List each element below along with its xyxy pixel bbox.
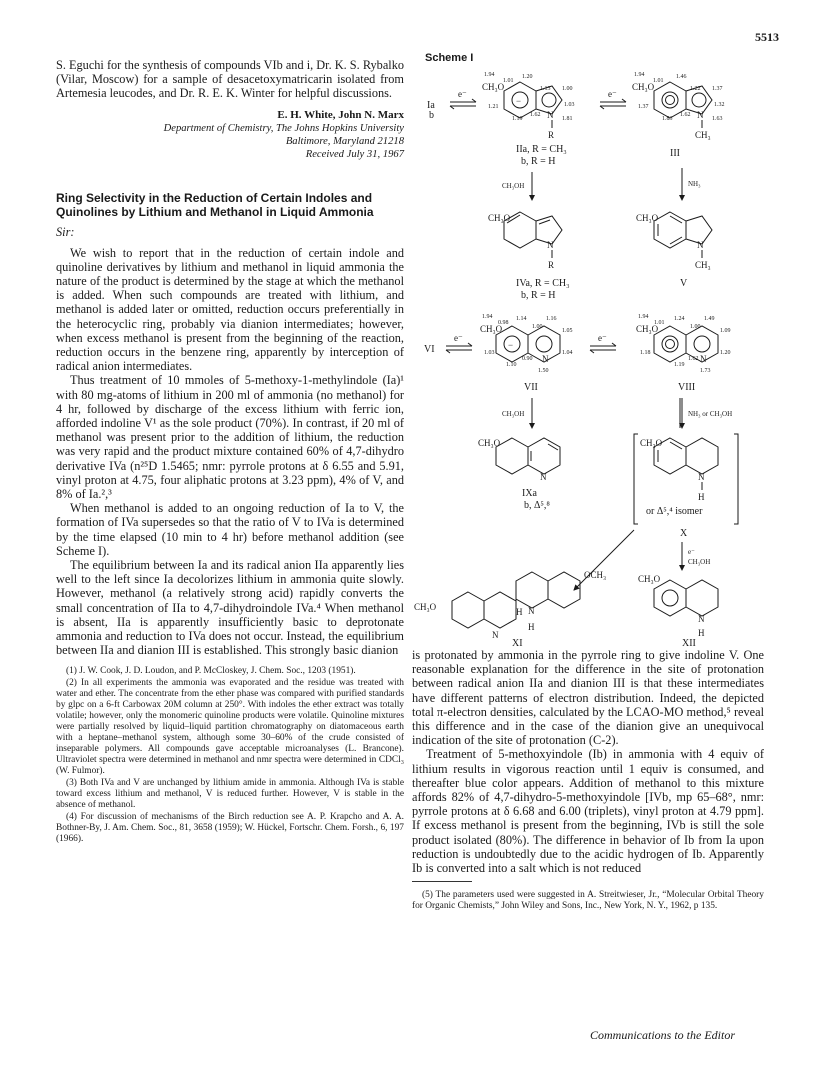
density: 1.62 <box>530 112 541 118</box>
group-ch3o: CH₃O <box>638 574 661 584</box>
reagent-nh3-or-ch3oh: NH₃ or CH₃OH <box>688 410 733 418</box>
atom-H: H <box>516 607 523 617</box>
density: 1.00 <box>532 324 543 330</box>
footnote: (5) The parameters used were suggested in A. Streitwieser, Jr., “Molecular Orbital Theory for Organic Chemists,” John Wiley and Sons, Inc., New York, N. Y., 1962, p 135. <box>412 890 764 912</box>
equilibrium-arrow <box>600 99 626 109</box>
label-X: X <box>680 528 688 539</box>
density: 1.09 <box>720 328 731 334</box>
label-IVa: IVa, R = CH₃ <box>516 278 570 289</box>
group-ch3o: CH₃O <box>636 324 659 334</box>
group-och3: OCH₃ <box>584 570 607 580</box>
density: 0.98 <box>498 320 509 326</box>
equilibrium-arrow <box>446 343 472 353</box>
atom-N: N <box>697 110 704 120</box>
footnotes-right <box>412 890 764 912</box>
group-ch3o: CH₃O <box>488 213 511 223</box>
reagent-e-minus: e⁻ <box>598 333 607 343</box>
density: 1.20 <box>720 350 731 356</box>
body-paragraph-1: We wish to report that in the reduction of certain indole and quinoline derivatives by lithium and methanol in liquid ammonia the nature of the product is determined by the stage at which the methanol is added. When such compounds are treated with lithium, and methanol is added later or omitted, reduction occurs preferentially in the heterocyclic ring, probably via dianion intermediates; however, when excess methanol is present from the beginning of the reaction, reduction occurs in the benzene ring, apparently by interception of radical anion intermediates. <box>56 245 404 374</box>
body-paragraph-4: The equilibrium between Ia and its radical anion IIa apparently lies well to the left since Ia decolorizes lithium in ammonia quite slowly. However, methanol (a relatively strong acid) rapidly converts the small concentration of IIa to 4,7-dihydroindole IVa.⁴ When methanol is absent, IIa is apparently insufficiently basic to deprotonate ammonia and reduction to IVa does not occur. Instead, the equilibrium between IIa and dianion III is established. This strongly basic dianion <box>56 558 404 658</box>
left-column <box>56 58 404 846</box>
group-ch3o: CH₃O <box>640 438 663 448</box>
body-paragraph-5: is protonated by ammonia in the pyrrole ring to give indoline V. One reasonable explanation for the difference in the site of protonation between radical anion IIa and dianion III is that these intermediates have different patterns of electron distribution. Indeed, the depicted total π-electron densities, calculated by the LCAO-MO method,⁵ reveal this difference and in the case of the dianion give an unequivocal indication of the site of protonation (C-2). <box>412 648 764 748</box>
label-IIb: b, R = H <box>521 156 556 167</box>
density: 1.24 <box>674 316 685 322</box>
label-VI: VI <box>424 344 435 355</box>
reagent-nh3: NH₃ <box>688 180 701 188</box>
density: 1.94 <box>482 314 493 320</box>
structure-IXa <box>496 438 560 474</box>
atom-H: H <box>698 628 705 638</box>
footnote-divider <box>412 881 472 882</box>
substituent-CH3: CH₃ <box>695 260 711 270</box>
charge-minus-label: − <box>516 96 522 106</box>
atom-N: N <box>528 606 535 616</box>
group-ch3o: CH₃O <box>414 602 437 612</box>
reagent-ch3oh: CH₃OH <box>502 410 525 418</box>
density: 1.03 <box>564 102 575 108</box>
atom-H: H <box>698 492 705 502</box>
atom-N: N <box>540 472 547 482</box>
atom-N: N <box>547 110 554 120</box>
label-IXa: IXa <box>522 488 537 499</box>
acknowledgment-text: S. Eguchi for the synthesis of compounds VIb and i, Dr. K. S. Rybalko (Vilar, Moscow) for a sample of desacetoxymatricarin isolated from Artemesia leucodes, and Dr. R. E. K. Winter for helpful discussions. <box>56 58 404 101</box>
density: 1.19 <box>512 116 523 122</box>
density: 1.37 <box>638 104 649 110</box>
atom-N: N <box>700 354 707 364</box>
author-department: Department of Chemistry, The Johns Hopkins University <box>163 122 404 134</box>
substituent-R: R <box>548 130 555 140</box>
density: 1.18 <box>640 350 651 356</box>
atom-H: H <box>528 622 535 632</box>
atom-N: N <box>547 240 554 250</box>
density: 1.62 <box>680 112 691 118</box>
atom-N: N <box>542 354 549 364</box>
equilibrium-arrow <box>450 99 476 109</box>
group-ch3o: CH₃O <box>482 82 505 92</box>
density: 0.90 <box>522 356 533 362</box>
density: 1.00 <box>690 324 701 330</box>
density: 1.04 <box>562 350 573 356</box>
scheme-title: Scheme I <box>425 52 474 64</box>
salutation: Sir: <box>56 224 75 239</box>
substituent-CH3: CH₃ <box>695 130 711 140</box>
density: 1.21 <box>488 104 499 110</box>
article-title: Ring Selectivity in the Reduction of Certain Indoles and Quinolines by Lithium and Methanol in Liquid Ammonia <box>56 190 374 219</box>
label-VII: VII <box>524 382 538 393</box>
density: 1.37 <box>712 86 723 92</box>
label-V: V <box>680 278 688 289</box>
reagent-e-minus: e⁻ <box>608 89 617 99</box>
density: 1.46 <box>676 74 687 80</box>
density: 1.83 <box>662 116 673 122</box>
density: 1.20 <box>522 74 533 80</box>
author-signature <box>56 109 404 161</box>
atom-N: N <box>698 614 705 624</box>
density: 1.62 <box>688 356 699 362</box>
footnote: (2) In all experiments the ammonia was evaporated and the residue was treated with water and ether. The concentrate from the ether phase was compared with purified standards by glpc on a 6-ft Carbowax 20M column at 250°. With indoles the ether extract was totally volatile; however, only the monomeric quinoline products were volatile. Quinoline mixtures were partially resolved by liquid–liquid partition chromatography on diatomaceous earth with a heptane–methanol system, although some 30–60% of the crude consisted of inseparable polymers. All compounds gave acceptable microanalyses (L. Brancone). Ultraviolet spectra were determined in methanol and nmr spectra were determined in CDCl₃ (W. Fulmor). <box>56 677 404 776</box>
footnote: (4) For discussion of mechanisms of the Birch reduction see A. P. Krapcho and A. A. Bothner-By, J. Am. Chem. Soc., 81, 3658 (1959); W. Hückel, Fortschr. Chem. Forsh., 6, 197 (1966). <box>56 811 404 844</box>
reagent-e-minus: e⁻ <box>454 333 463 343</box>
structure-VIII <box>654 326 718 362</box>
label-IIa: IIa, R = CH₃ <box>516 144 567 155</box>
density: 1.01 <box>653 78 664 84</box>
atom-N: N <box>698 472 705 482</box>
density: 1.05 <box>562 328 573 334</box>
density: 1.94 <box>634 72 645 78</box>
body-paragraph-6: Treatment of 5-methoxyindole (Ib) in ammonia with 4 equiv of lithium results in vigorous reaction until 1 equiv is consumed, and thereafter blue color appears. Addition of methanol to this mixture affords 82% of 4,7-dihydro-5-methoxyindole [IVb, mp 65–68°, nmr: pyrrole protons at δ 6.68 and 6.00 (triplets), vinyl proton at 4.79 ppm]. If excess methanol is present from the beginning, IVb is still the sole product isolated (80%). The difference in behavior of Ib from Ia upon reduction is undoubtedly due to the acidic hydrogen of Ib. Apparently Ib is converted into a salt which is not reduced <box>412 747 764 876</box>
label-XII: XII <box>682 638 696 648</box>
group-ch3o: CH₃O <box>636 213 659 223</box>
reagent-e-minus: e⁻ <box>688 548 695 556</box>
group-ch3o: CH₃O <box>478 438 501 448</box>
label-III: III <box>670 148 680 159</box>
density: 1.22 <box>690 86 701 92</box>
group-ch3o: CH₃O <box>632 82 655 92</box>
reagent-ch3oh: CH₃OH <box>688 558 711 566</box>
density: 1.01 <box>503 78 514 84</box>
charge-minus-label: − <box>508 340 514 350</box>
footnotes-left <box>56 666 404 845</box>
density: 1.00 <box>562 86 573 92</box>
structure-XI <box>452 572 580 628</box>
equilibrium-arrow <box>590 343 616 353</box>
scheme-diagram <box>412 60 777 648</box>
structure-X <box>654 438 718 474</box>
density: 1.03 <box>484 350 495 356</box>
density: 1.73 <box>700 368 711 374</box>
author-city: Baltimore, Maryland 21218 <box>285 135 404 147</box>
density: 1.14 <box>516 316 527 322</box>
footnote: (1) J. W. Cook, J. D. Loudon, and P. McCloskey, J. Chem. Soc., 1203 (1951). <box>66 665 356 676</box>
label-or-isomer: or Δ⁵,⁴ isomer <box>646 506 703 517</box>
body-paragraph-2: Thus treatment of 10 mmoles of 5-methoxy-1-methylindole (Ia)¹ with 80 mg-atoms of lithium in 200 ml of ammonia (no methanol) for 4 hr, followed by discharge of the excess lithium with ferric ion, afforded indoline V¹ as the sole product (70%). In contrast, if 20 ml of methanol was present prior to the addition of lithium, the reduction was very rapid and the product mixture contained 60% of 4,7-dihydro derivative IVa (n²⁵D 1.5465; nmr: pyrrole protons at δ 6.55 and 5.91, vinyl proton at 4.75, four aliphatic protons at 3.23 ppm), 4% of V, and 8% of Ia.²,³ <box>56 373 404 502</box>
reagent-ch3oh: CH₃OH <box>502 182 525 190</box>
label-Ia: Ia <box>427 100 435 111</box>
density: 1.16 <box>546 316 557 322</box>
density: 1.94 <box>484 72 495 78</box>
substituent-R: R <box>548 260 555 270</box>
label-VIII: VIII <box>678 382 696 393</box>
density: 1.50 <box>538 368 549 374</box>
journal-section-footer: Communications to the Editor <box>590 1028 735 1042</box>
structure-XII <box>654 580 718 616</box>
group-ch3o: CH₃O <box>480 324 503 334</box>
density: 1.63 <box>712 116 723 122</box>
density: 1.49 <box>704 316 715 322</box>
density: 1.01 <box>654 320 665 326</box>
reagent-e-minus: e⁻ <box>458 89 467 99</box>
right-column <box>412 648 764 913</box>
label-IXb: b, Δ⁵,⁸ <box>524 500 550 511</box>
footnote: (3) Both IVa and V are unchanged by lithium amide in ammonia. Although IVa is stable toward excess lithium and methanol, V is reduced further. However, V is stable in the absence of methanol. <box>56 777 404 810</box>
received-date: Received July 31, 1967 <box>305 148 404 160</box>
density: 1.94 <box>638 314 649 320</box>
page-number: 5513 <box>755 30 779 44</box>
author-names: E. H. White, John N. Marx <box>277 108 404 121</box>
density: 1.32 <box>714 102 725 108</box>
body-paragraph-3: When methanol is added to an ongoing reduction of Ia to V, the formation of IVa supersedes so that the ratio of V to IVa is determined by the time elapsed (10 min to 4 hr) before methanol addition (see Scheme I). <box>56 501 404 558</box>
atom-N: N <box>492 630 499 640</box>
atom-N: N <box>697 240 704 250</box>
density: 1.81 <box>562 116 573 122</box>
label-XI: XI <box>512 638 523 648</box>
density: 1.13 <box>540 86 551 92</box>
label-IVb: b, R = H <box>521 290 556 301</box>
density: 1.19 <box>674 362 685 368</box>
label-Ib: b <box>429 110 434 121</box>
density: 1.10 <box>506 362 517 368</box>
